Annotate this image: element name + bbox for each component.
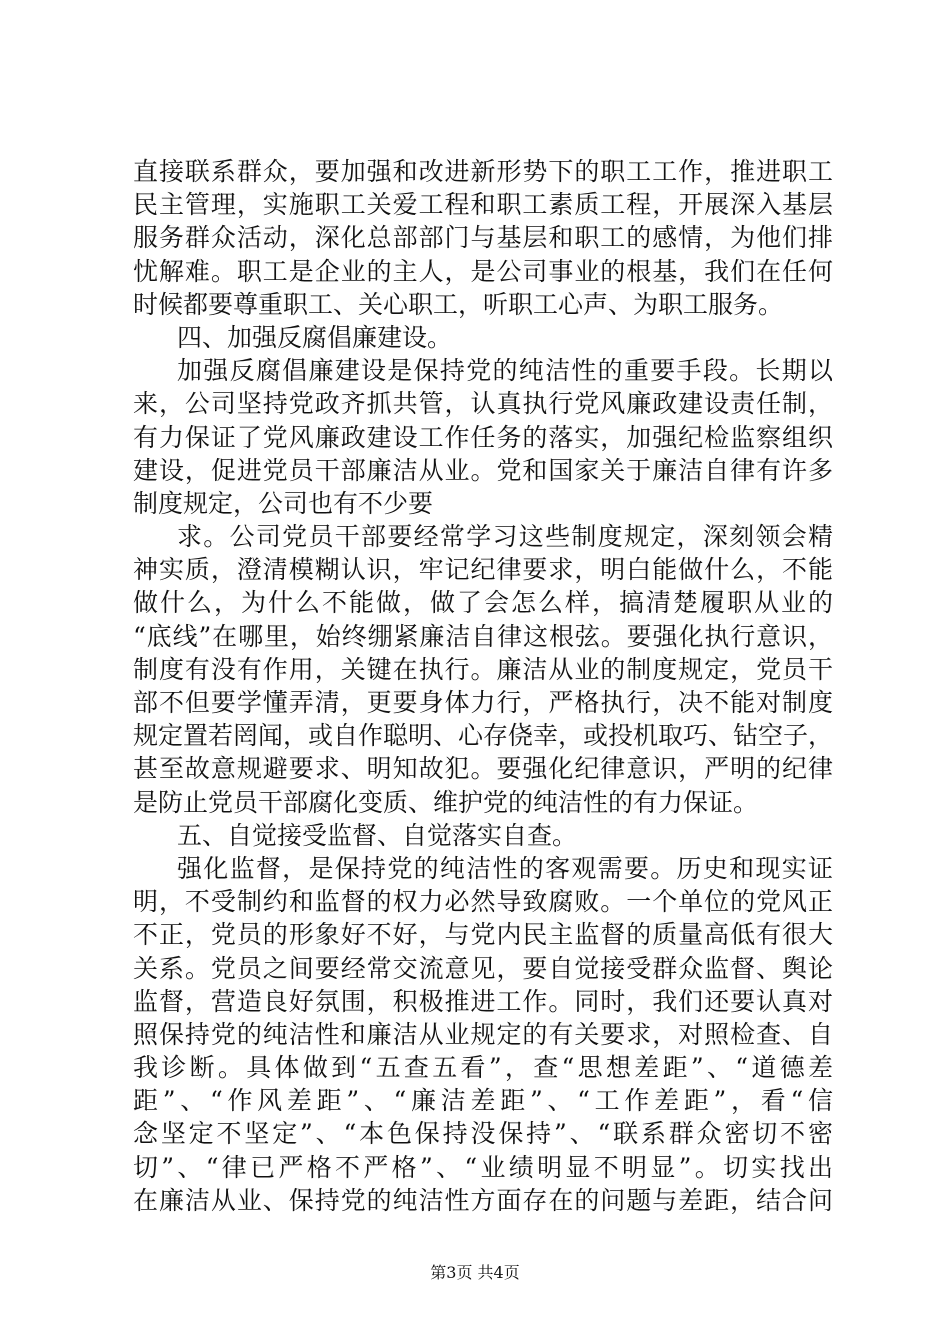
text-line: 时候都要尊重职工、关心职工，听职工心声、为职工服务。 [133, 289, 784, 319]
text-line: 照保持党的纯洁性和廉洁从业规定的有关要求，对照检查、自 [133, 1019, 833, 1049]
text-line: 关系。党员之间要经常交流意见，要自觉接受群众监督、舆论 [133, 953, 833, 983]
text-line: 部不但要学懂弄清，更要身体力行，严格执行，决不能对制度 [133, 688, 833, 717]
text-line: 神实质，澄清模糊认识，牢记纪律要求，明白能做什么，不能 [133, 555, 833, 585]
text-line: 服务群众活动，深化总部部门与基层和职工的感情，为他们排 [133, 223, 833, 253]
text-line: 做什么，为什么不能做，做了会怎么样，搞清楚履职从业的 [133, 588, 833, 618]
text-line: 明，不受制约和监督的权力必然导致腐败。一个单位的党风正 [133, 887, 833, 917]
text-line: 忧解难。职工是企业的主人，是公司事业的根基，我们在任何 [133, 256, 833, 286]
text-line: 监督，营造良好氛围，积极推进工作。同时，我们还要认真对 [133, 986, 833, 1016]
text-line: 甚至故意规避要求、明知故犯。要强化纪律意识，严明的纪律 [133, 754, 833, 784]
text-line: 强化监督，是保持党的纯洁性的客观需要。历史和现实证 [177, 853, 833, 883]
text-line: 制度有没有作用，关键在执行。廉洁从业的制度规定，党员干 [133, 654, 833, 684]
text-line: 有力保证了党风廉政建设工作任务的落实，加强纪检监察组织 [133, 422, 833, 452]
text-line: 是防止党员干部腐化变质、维护党的纯洁性的有力保证。 [133, 787, 759, 817]
text-line: 规定置若罔闻，或自作聪明、心存侥幸，或投机取巧、钻空子， [133, 721, 834, 751]
document-body [133, 155, 833, 1217]
text-line: 五、自觉接受监督、自觉落实自查。 [177, 820, 578, 850]
text-line: 距”、“作风差距”、“廉洁差距”、“工作差距”，看“信 [133, 1086, 833, 1116]
text-line: 在廉洁从业、保持党的纯洁性方面存在的问题与差距，结合问 [133, 1185, 833, 1215]
text-line: 求。公司党员干部要经常学习这些制度规定，深刻领会精 [177, 522, 833, 552]
text-line: 民主管理，实施职工关爱工程和职工素质工程，开展深入基层 [133, 190, 833, 220]
text-line: 念坚定不坚定”、“本色保持没保持”、“联系群众密切不密 [133, 1119, 833, 1149]
text-line: “底线”在哪里，始终绷紧廉洁自律这根弦。要强化执行意识， [133, 621, 833, 651]
text-line: 制度规定，公司也有不少要 [133, 488, 434, 518]
text-line: 我诊断。具体做到“五查五看”，查“思想差距”、“道德差 [133, 1053, 833, 1083]
text-line: 加强反腐倡廉建设是保持党的纯洁性的重要手段。长期以 [177, 356, 833, 386]
text-line: 切”、“律已严格不严格”、“业绩明显不明显”。切实找出 [133, 1152, 833, 1182]
text-line: 建设，促进党员干部廉洁从业。党和国家关于廉洁自律有许多 [133, 455, 833, 485]
page-footer: 第3页 共4页 [430, 1263, 520, 1282]
text-line: 来，公司坚持党政齐抓共管，认真执行党风廉政建设责任制， [133, 389, 833, 419]
text-line: 不正，党员的形象好不好，与党内民主监督的质量高低有很大 [133, 920, 833, 950]
text-line: 四、加强反腐倡廉建设。 [177, 322, 453, 352]
text-line: 直接联系群众，要加强和改进新形势下的职工工作，推进职工 [133, 157, 833, 186]
